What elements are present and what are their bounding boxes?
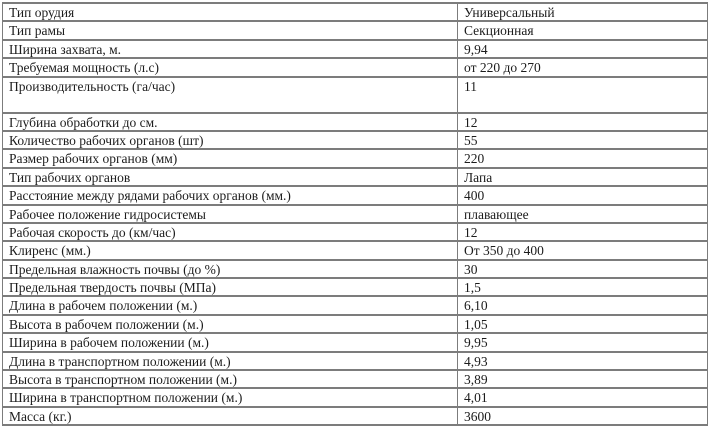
table-row — [3, 260, 708, 278]
param-value-cell: 220 — [458, 149, 708, 167]
table-row — [3, 113, 708, 131]
param-label-cell: Ширина захвата, м. — [3, 40, 458, 58]
param-value-cell: 55 — [458, 131, 708, 149]
param-label-cell: Длина в транспортном положении (м.) — [3, 352, 458, 370]
param-value-cell: 6,10 — [458, 296, 708, 314]
table-row — [3, 315, 708, 333]
param-label-cell: Размер рабочих органов (мм) — [3, 149, 458, 167]
param-value-cell: плавающее — [458, 205, 708, 223]
param-label-cell: Высота в транспортном положении (м.) — [3, 370, 458, 388]
param-label-cell: Масса (кг.) — [3, 407, 458, 425]
param-value-cell: 30 — [458, 260, 708, 278]
table-row — [3, 223, 708, 241]
table-row — [3, 40, 708, 58]
specs-table-body — [3, 3, 708, 425]
table-row — [3, 77, 708, 113]
param-value-cell: 11 — [458, 77, 708, 113]
param-value-cell: 400 — [458, 186, 708, 204]
specs-table — [2, 2, 708, 426]
table-row — [3, 407, 708, 425]
table-row — [3, 388, 708, 406]
param-label-cell: Ширина в рабочем положении (м.) — [3, 333, 458, 351]
param-label-cell: Тип рабочих органов — [3, 168, 458, 186]
param-value-cell: 12 — [458, 223, 708, 241]
table-row — [3, 131, 708, 149]
param-label-cell: Предельная твердость почвы (МПа) — [3, 278, 458, 296]
table-row — [3, 241, 708, 259]
table-row — [3, 186, 708, 204]
param-value-cell: 4,93 — [458, 352, 708, 370]
param-label-cell: Тип рамы — [3, 21, 458, 39]
table-row — [3, 296, 708, 314]
param-label-cell: Количество рабочих органов (шт) — [3, 131, 458, 149]
param-label-cell: Предельная влажность почвы (до %) — [3, 260, 458, 278]
param-value-cell: Универсальный — [458, 3, 708, 21]
param-label-cell: Ширина в транспортном положении (м.) — [3, 388, 458, 406]
table-row — [3, 58, 708, 76]
param-value-cell: 9,94 — [458, 40, 708, 58]
param-label-cell: Глубина обработки до см. — [3, 113, 458, 131]
param-label-cell: Клиренс (мм.) — [3, 241, 458, 259]
table-row — [3, 3, 708, 21]
table-row — [3, 21, 708, 39]
param-value-cell: От 350 до 400 — [458, 241, 708, 259]
table-row — [3, 168, 708, 186]
param-value-cell: 12 — [458, 113, 708, 131]
param-value-cell: 1,05 — [458, 315, 708, 333]
param-value-cell: 4,01 — [458, 388, 708, 406]
param-value-cell: Лапа — [458, 168, 708, 186]
param-label-cell: Тип орудия — [3, 3, 458, 21]
table-row — [3, 333, 708, 351]
param-label-cell: Высота в рабочем положении (м.) — [3, 315, 458, 333]
param-label-cell: Расстояние между рядами рабочих органов (мм.) — [3, 186, 458, 204]
param-label-cell: Требуемая мощность (л.с) — [3, 58, 458, 76]
param-value-cell: 9,95 — [458, 333, 708, 351]
table-row — [3, 205, 708, 223]
param-value-cell: от 220 до 270 — [458, 58, 708, 76]
param-label-cell: Рабочая скорость до (км/час) — [3, 223, 458, 241]
param-label-cell: Длина в рабочем положении (м.) — [3, 296, 458, 314]
param-value-cell: Секционная — [458, 21, 708, 39]
param-label-cell: Рабочее положение гидросистемы — [3, 205, 458, 223]
param-value-cell: 1,5 — [458, 278, 708, 296]
param-label-cell: Производительность (га/час) — [3, 77, 458, 113]
table-row — [3, 278, 708, 296]
param-value-cell: 3,89 — [458, 370, 708, 388]
table-row — [3, 352, 708, 370]
param-value-cell: 3600 — [458, 407, 708, 425]
table-row — [3, 149, 708, 167]
table-row — [3, 370, 708, 388]
